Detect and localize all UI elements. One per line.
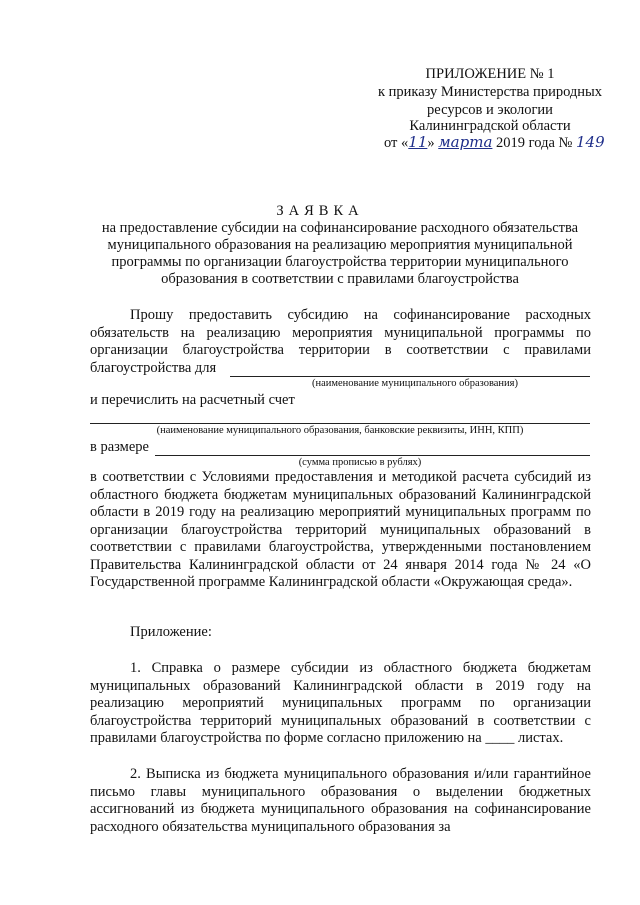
header-region-line: Калининградской области — [409, 118, 571, 134]
transfer-text: и перечислить на расчетный счет — [90, 392, 295, 408]
bank-details-blank-line — [90, 423, 590, 424]
attachments-label: Приложение: — [130, 624, 212, 640]
bank-details-caption: (наименование муниципального образования, банковские реквизиты, ИНН, КПП) — [156, 425, 524, 436]
date-year: 2019 года № — [492, 135, 576, 151]
document-subtitle: на предоставление субсидии на софинансирование расходного обязательства муниципального образования на реализацию мероприятия муниципальной программы по организации благоустройства территории муниципального образования в соответствии с правилами благоустройства — [101, 220, 579, 287]
amount-blank-line — [155, 455, 590, 456]
request-text: Прошу предоставить субсидию на софинансирование расходных обязательств на реализацию мероприятия муниципальной программы по организации благоустройства территории в соответствии с правилами благоустройства для — [90, 307, 591, 376]
amount-caption: (сумма прописью в рублях) — [298, 457, 422, 468]
document-title: ЗАЯВКА — [276, 203, 364, 219]
handwritten-order-number: 149 — [575, 133, 605, 151]
header-ministry-line: ресурсов и экологии — [427, 102, 553, 118]
conditions-paragraph: в соответствии с Условиями предоставления и методикой расчета субсидий из областного бюджета бюджетам муниципальных образований Калининградской области в 2019 году на реализацию мероприятий муниципальных программ по организации благоустройства территорий муниципальных образований в соответствии с правилами благоустройства, утвержденными постановлением Правительства Калининградской области от 24 января 2014 года № 24 «О Государственной программе Калининградской области «Окружающая среда». — [90, 469, 591, 590]
date-prefix: от « — [384, 135, 409, 151]
header-date-line — [384, 133, 605, 152]
amount-text: в размере — [90, 439, 149, 455]
header-appendix-number: ПРИЛОЖЕНИЕ № 1 — [425, 66, 555, 82]
attachment-item-1: 1. Справка о размере субсидии из областного бюджета бюджетам муниципальных образований Калининградской области в 2019 году на реализацию мероприятий муниципальных программ по организации благоустройства территорий муниципальных образований в соответствии с правилами благоустройства по форме согласно приложению на ____ листах. — [90, 660, 591, 746]
request-paragraph — [90, 307, 591, 377]
attachment-item-2: 2. Выписка из бюджета муниципального образования и/или гарантийное письмо главы муниципального образования о выделении бюджетных ассигнований из бюджета муниципального образования на софинансирование расходного обязательства муниципального образования за — [90, 766, 591, 835]
handwritten-day: 11 — [408, 133, 428, 151]
header-order-line: к приказу Министерства природных — [377, 84, 603, 100]
municipality-caption: (наименование муниципального образования) — [311, 378, 519, 389]
date-mid: » — [427, 135, 435, 151]
municipality-blank-line — [230, 376, 590, 377]
handwritten-month: марта — [438, 133, 493, 151]
